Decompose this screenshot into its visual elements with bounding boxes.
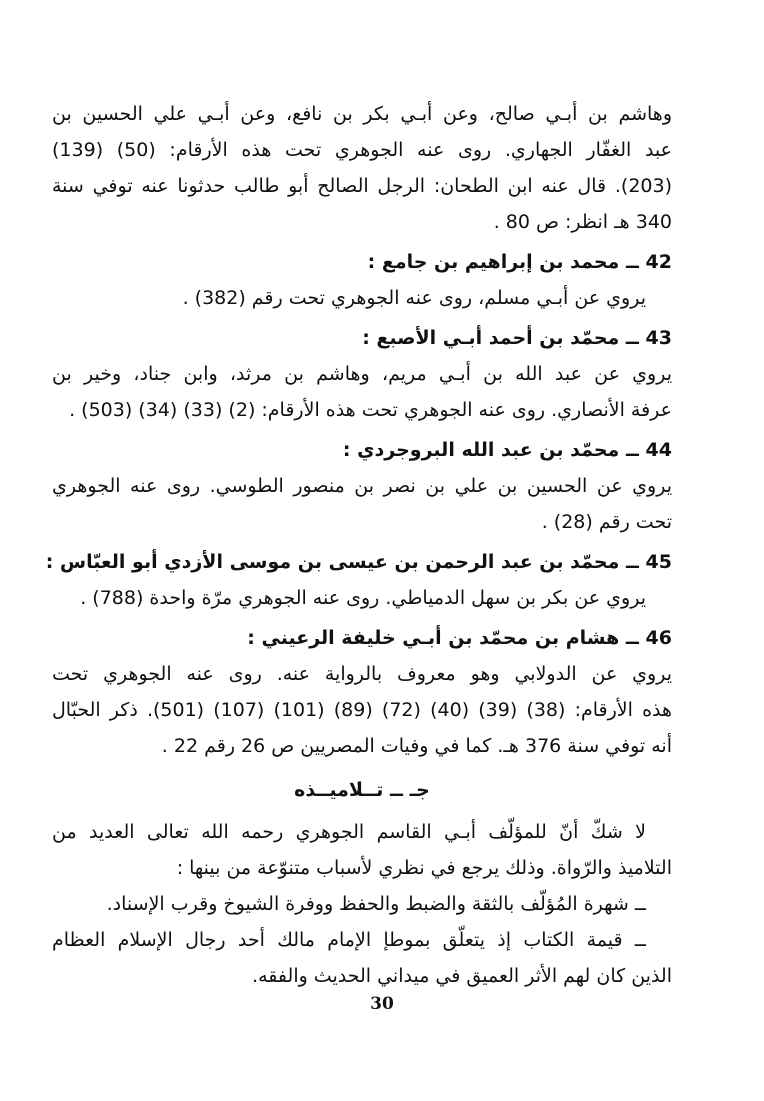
text-line: يروي عن الحسين بن علي بن نصر بن منصور الطوسي. روى عنه الجوهري xyxy=(52,475,672,497)
text-line: يروي عن عبد الله بن أبـي مريم، وهاشم بن مرثد، وابن جناد، وخير بن xyxy=(52,363,672,385)
entry-heading: 46 ــ هشام بن محمّد بن أبـي خليفة الرعيني : xyxy=(247,627,672,649)
text-line: وهاشم بن أبـي صالح، وعن أبـي بكر بن نافع، وعن أبـي علي الحسين بن xyxy=(52,103,672,125)
entry-heading: 45 ــ محمّد بن عبد الرحمن بن عيسى بن موسى الأزدي أبو العبّاس : xyxy=(45,551,672,573)
section-title: جـ ــ تــلاميــذه xyxy=(294,779,430,801)
text-line: ــ شهرة المُؤلّف بالثقة والضبط والحفظ ووفرة الشيوخ وقرب الإسناد. xyxy=(106,893,646,915)
page-number: 30 xyxy=(370,994,394,1014)
page-body xyxy=(45,96,673,994)
text-line: هذه الأرقام: (38) (39) (40) (72) (89) (101) (107) (501). ذكر الحبّال xyxy=(52,699,673,721)
text-line: ــ قيمة الكتاب إذ يتعلّق بموطإ الإمام مالك أحد رجال الإسلام العظام xyxy=(52,929,646,951)
entry-heading: 44 ــ محمّد بن عبد الله البروجردي : xyxy=(342,439,672,461)
text-line: أنه توفي سنة 376 هـ. كما في وفيات المصريين ص 26 رقم 22 . xyxy=(161,735,672,757)
text-line: التلاميذ والرّواة. وذلك يرجع في نظري لأسباب متنوّعة من بينها : xyxy=(176,857,672,879)
text-line: يروي عن الدولابي وهو معروف بالرواية عنه. روى عنه الجوهري تحت xyxy=(52,663,672,685)
entry-41-continuation xyxy=(52,96,672,240)
text-line: لا شكّ أنّ للمؤلّف أبـي القاسم الجوهري رحمه الله تعالى العديد من xyxy=(52,821,646,843)
text-line: يروي عن بكر بن سهل الدمياطي. روى عنه الجوهري مرّة واحدة (788) . xyxy=(80,587,646,609)
section-students xyxy=(52,772,672,994)
entry-44 xyxy=(52,432,672,540)
entry-heading: 42 ــ محمد بن إبراهيم بن جامع : xyxy=(367,251,672,273)
text-line: تحت رقم (28) . xyxy=(541,511,672,533)
entry-45 xyxy=(45,544,672,616)
text-line: عرفة الأنصاري. روى عنه الجوهري تحت هذه الأرقام: (2) (33) (34) (503) . xyxy=(69,399,672,421)
text-line: 340 هـ انظر: ص 80 . xyxy=(493,211,672,233)
text-line: (203). قال عنه ابن الطحان: الرجل الصالح أبو طالب حدثونا عنه توفي سنة xyxy=(52,175,672,197)
entry-heading: 43 ــ محمّد بن أحمد أبـي الأصبع : xyxy=(362,327,672,349)
entry-42 xyxy=(52,244,672,316)
text-line: عبد الغفّار الجهاري. روى عنه الجوهري تحت هذه الأرقام: (50) (139) xyxy=(52,139,672,161)
text-line: الذين كان لهم الأثر العميق في ميداني الحديث والفقه. xyxy=(252,965,672,987)
entry-43 xyxy=(52,320,672,428)
text-line: يروي عن أبـي مسلم، روى عنه الجوهري تحت رقم (382) . xyxy=(182,287,646,309)
entry-46 xyxy=(52,620,672,764)
